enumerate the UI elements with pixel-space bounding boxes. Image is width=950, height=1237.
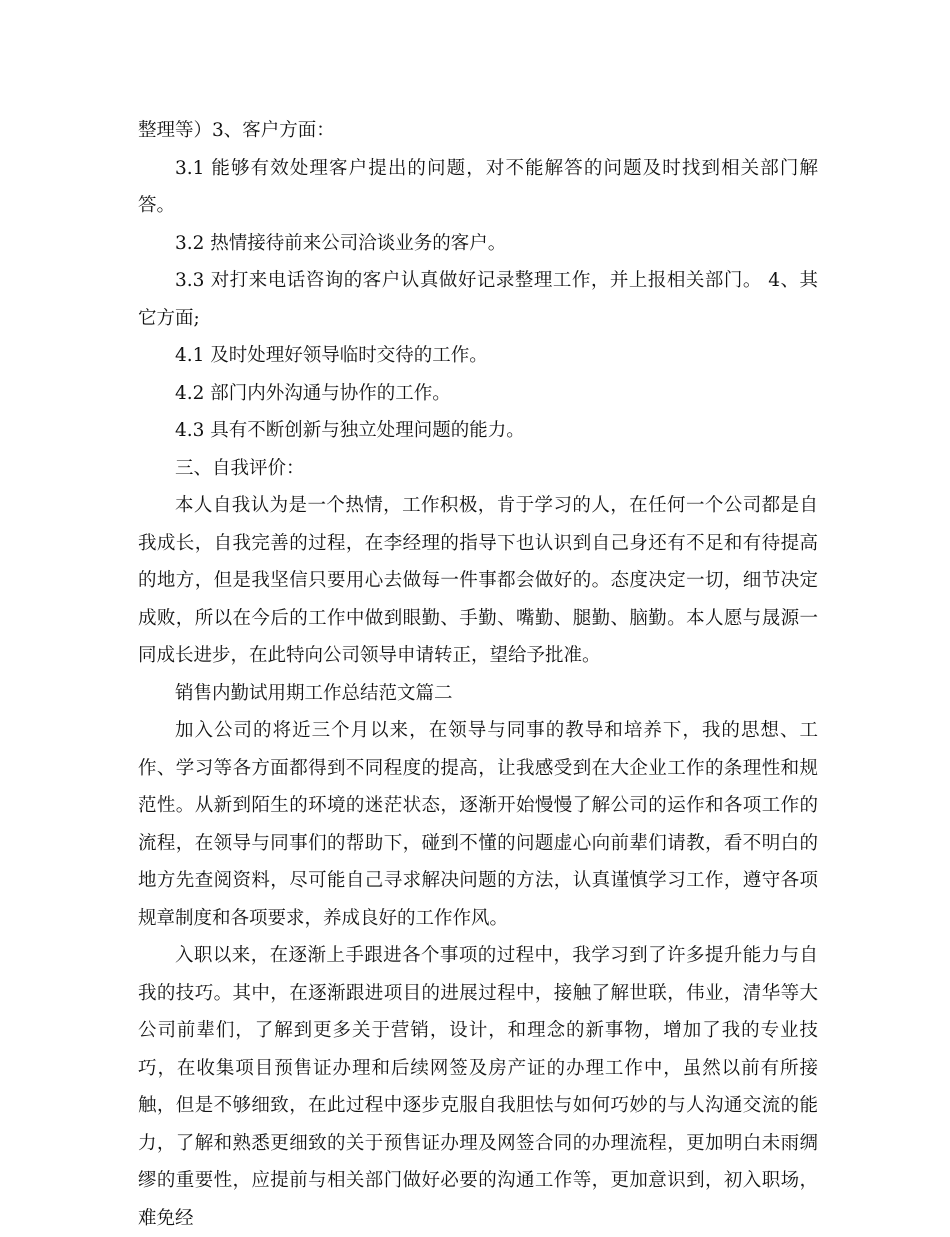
paragraph-item-4-3: 4.3 具有不断创新与独立处理问题的能力。 xyxy=(175,420,525,441)
paragraph-since-joining: 入职以来，在逐渐上手跟进各个事项的过程中，我学习到了许多提升能力与自我的技巧。其中，在逐渐跟进项目的进展过程中，接触了解世联，伟业，清华等大公司前辈们，了解到更多关于营销，设计，和理念的新事物，增加了我的专业技巧，在收集项目预售证办理和后续网签及房产证的办理工作中，虽然以前有所接触，但是不够细致，在此过程中逐步克服自我胆怯与如何巧妙的与人沟通交流的能力，了解和熟悉更细致的关于预售证办理及网签合同的办理流程，更加明白未雨绸缪的重要性，应提前与相关部门做好必要的沟通工作等，更加意识到，初入职场，难免经 xyxy=(138,945,818,1229)
paragraph-customer-heading-continued: 整理等）3、客户方面： xyxy=(138,120,335,141)
article-title-part-two: 销售内勤试用期工作总结范文篇二 xyxy=(175,682,453,704)
paragraph-item-3-1: 3.1 能够有效处理客户提出的问题，对不能解答的问题及时找到相关部门解答。 xyxy=(138,157,818,216)
document-body xyxy=(138,112,818,1237)
paragraph-item-4-2: 4.2 部门内外沟通与协作的工作。 xyxy=(175,382,451,404)
paragraph-item-3-3: 3.3 对打来电话咨询的客户认真做好记录整理工作，并上报相关部门。 4、其它方面; xyxy=(138,270,818,329)
paragraph-item-4-1: 4.1 及时处理好领导临时交待的工作。 xyxy=(175,345,488,366)
paragraph-joining-company: 加入公司的将近三个月以来，在领导与同事的教导和培养下，我的思想、工作、学习等各方面都得到不同程度的提高，让我感受到在大企业工作的条理性和规范性。从新到陌生的环境的迷茫状态，逐渐开始慢慢了解公司的运作和各项工作的流程，在领导与同事们的帮助下，碰到不懂的问题虚心向前辈们请教，看不明白的地方先查阅资料，尽可能自己寻求解决问题的方法，认真谨慎学习工作，遵守各项规章制度和各项要求，养成良好的工作作风。 xyxy=(138,720,818,929)
section-heading-self-evaluation: 三、自我评价： xyxy=(175,457,305,479)
paragraph-item-3-2: 3.2 热情接待前来公司洽谈业务的客户。 xyxy=(175,232,507,254)
paragraph-self-evaluation: 本人自我认为是一个热情，工作积极，肯于学习的人，在任何一个公司都是自我成长，自我完善的过程，在李经理的指导下也认识到自己身还有不足和有待提高的地方，但是我坚信只要用心去做每一件事都会做好的。态度决定一切，细节决定成败，所以在今后的工作中做到眼勤、手勤、嘴勤、腿勤、脑勤。本人愿与晟源一同成长进步，在此特向公司领导申请转正，望给予批准。 xyxy=(138,495,818,666)
